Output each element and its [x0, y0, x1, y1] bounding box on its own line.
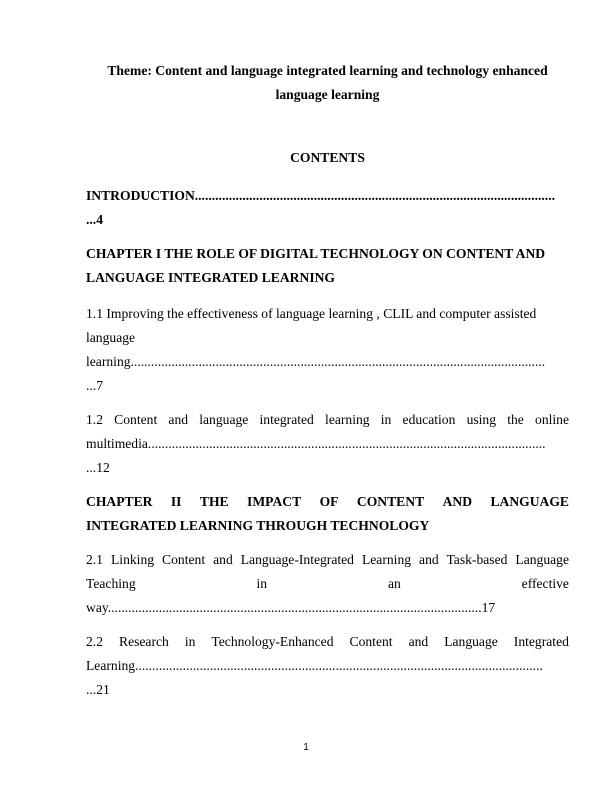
toc-chapter-2-word: AND: [442, 494, 473, 509]
toc-chapter-2-word: CONTENT: [356, 494, 425, 509]
toc-2-1-word: effective: [521, 576, 569, 591]
toc-chapter-1-line-2: LANGUAGE INTEGRATED LEARNING: [86, 270, 336, 285]
toc-2-1-word: an: [387, 576, 401, 591]
toc-introduction-title: INTRODUCTION..........................................................................................................: [86, 188, 555, 203]
toc-2-2-word: Technology-Enhanced: [211, 634, 334, 649]
toc-2-2-word: Research: [119, 634, 169, 649]
toc-2-1-word: in: [256, 576, 268, 591]
toc-2-2-word: Content: [349, 634, 393, 649]
toc-1-1-line-2: language: [86, 330, 136, 345]
toc-chapter-2-line-1: [86, 490, 569, 514]
toc-2-2-line-2: Learning........................................................................................................................: [86, 658, 543, 673]
toc-2-2-word: Language: [444, 634, 498, 649]
toc-2-2-word: Integrated: [513, 634, 569, 649]
toc-1-2-page: ...12: [86, 460, 110, 475]
toc-entry-1-2[interactable]: [86, 408, 569, 480]
toc-1-1-page: ...7: [86, 378, 103, 393]
theme-title-line-1: Theme: Content and language integrated learning and technology enhanced: [107, 63, 548, 78]
toc-1-2-line-1: 1.2 Content and language integrated learning in education using the online: [86, 412, 569, 427]
toc-1-1-line-1: 1.1 Improving the effectiveness of language learning , CLIL and computer assisted: [86, 306, 537, 321]
toc-2-2-page: ...21: [86, 682, 110, 697]
toc-chapter-2-word: OF: [319, 494, 339, 509]
toc-entry-introduction[interactable]: [86, 184, 569, 232]
toc-2-2-word: in: [184, 634, 196, 649]
toc-2-1-line-2: [86, 572, 569, 596]
toc-2-1-line-3: way..............................................................................................................17: [86, 600, 496, 615]
toc-chapter-2-word: THE: [199, 494, 229, 509]
toc-chapter-2-word: II: [170, 494, 182, 509]
toc-entry-2-2[interactable]: [86, 630, 569, 702]
toc-chapter-2-line-2: INTEGRATED LEARNING THROUGH TECHNOLOGY: [86, 518, 430, 533]
contents-heading: CONTENTS: [290, 150, 365, 165]
toc-2-1-line-1: 2.1 Linking Content and Language-Integrated Learning and Task-based Language: [86, 552, 569, 567]
theme-title-line-2: language learning: [275, 87, 380, 102]
page-number: 1: [303, 742, 309, 753]
toc-2-2-word: 2.2: [86, 634, 103, 649]
toc-1-2-line-2: multimedia.....................................................................................................................: [86, 436, 546, 451]
toc-chapter-2-word: IMPACT: [247, 494, 302, 509]
toc-2-2-word: and: [408, 634, 429, 649]
toc-entry-chapter-2[interactable]: [86, 490, 569, 538]
toc-entry-1-1[interactable]: [86, 302, 569, 398]
toc-2-1-word: Teaching: [86, 576, 136, 591]
toc-chapter-1-line-1: CHAPTER I THE ROLE OF DIGITAL TECHNOLOGY ON CONTENT AND: [86, 246, 546, 261]
toc-chapter-2-word: CHAPTER: [86, 494, 153, 509]
toc-2-2-line-1: [86, 630, 569, 654]
toc-chapter-2-word: LANGUAGE: [490, 494, 569, 509]
toc-entry-chapter-1[interactable]: [86, 242, 569, 290]
theme-title: [86, 59, 569, 107]
toc-1-1-line-3: learning..........................................................................................................................: [86, 354, 546, 369]
toc-introduction-page: ...4: [86, 212, 103, 227]
toc-entry-2-1[interactable]: [86, 548, 569, 620]
